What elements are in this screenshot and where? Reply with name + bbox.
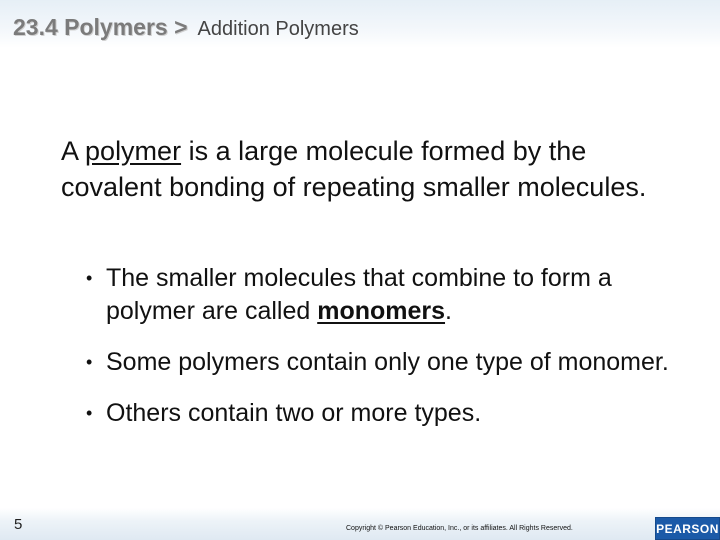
term-polymer: polymer (85, 136, 182, 166)
bullet-icon: • (86, 268, 93, 288)
bullet-item (86, 397, 686, 430)
pearson-logo (655, 517, 720, 540)
intro-rest: is a large molecule formed by the covalent bonding of repeating smaller molecules. (61, 136, 647, 202)
footer-band (0, 508, 720, 540)
copyright-notice: Copyright © Pearson Education, Inc., or its affiliates. All Rights Reserved. (346, 525, 573, 532)
bullet-text: Others contain two or more types. (106, 399, 482, 427)
bullet-item (86, 346, 686, 379)
bullet-icon: • (86, 352, 93, 372)
section-title: Addition Polymers (197, 18, 359, 40)
bullet-list (86, 262, 686, 448)
bullet-text-end: . (445, 297, 452, 325)
bullet-text: Some polymers contain only one type of monomer. (106, 348, 669, 376)
page-number: 5 (14, 516, 23, 533)
bullet-icon: • (86, 403, 93, 423)
intro-lead: A (61, 136, 86, 166)
definition-paragraph (61, 133, 681, 205)
bullet-item (86, 262, 686, 328)
logo-text: PEARSON (656, 521, 719, 536)
slide-header (13, 14, 359, 44)
term-monomers: monomers (317, 297, 446, 325)
chapter-title: 23.4 Polymers > (13, 14, 188, 40)
bullet-text: The smaller molecules that combine to form a polymer are called (106, 264, 612, 325)
